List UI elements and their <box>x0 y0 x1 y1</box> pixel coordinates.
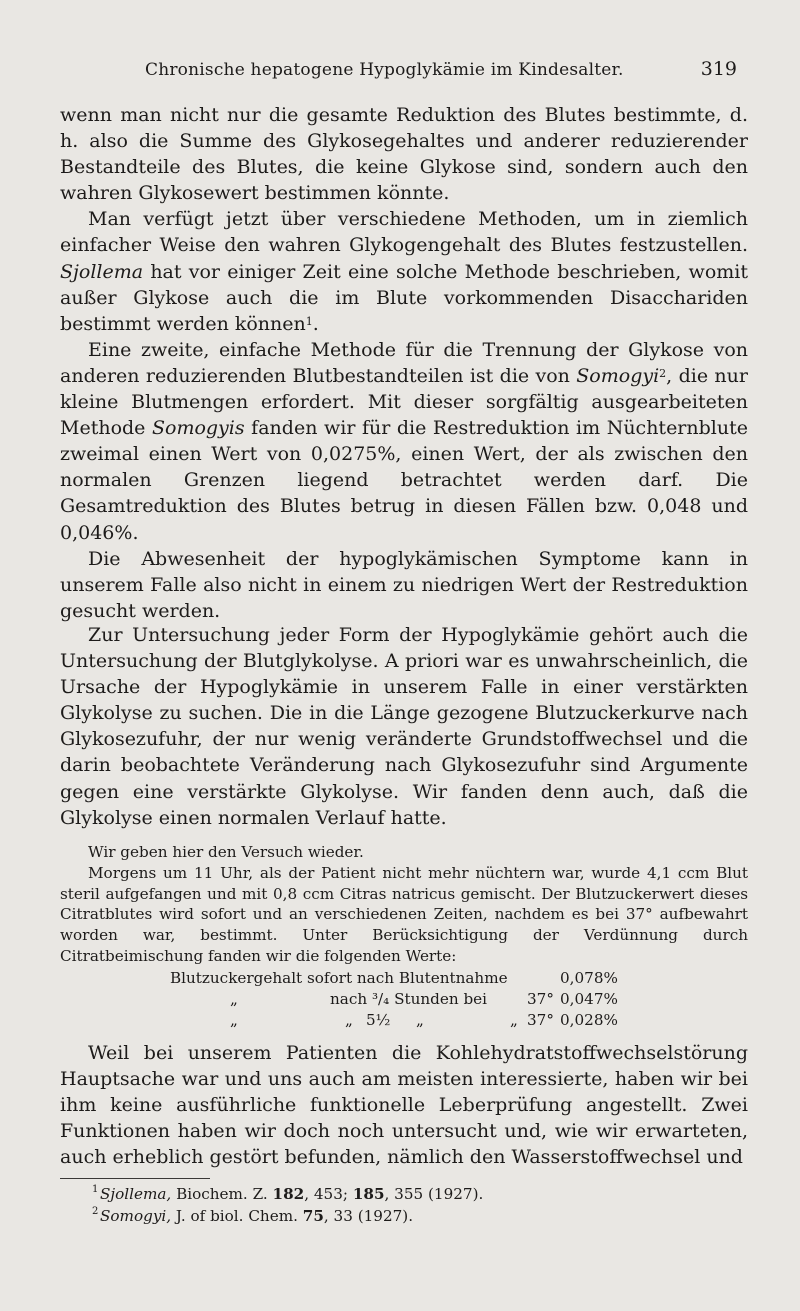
paragraph-text: Eine zweite, einfache Methode für die Trennung der Glykose von anderen reduzierenden Blutbestandteilen ist die von <box>60 338 748 387</box>
section-restreduktion <box>60 102 748 624</box>
section-leberpruefung <box>60 1040 748 1170</box>
running-header <box>145 58 745 88</box>
footnote-1 <box>92 1183 740 1205</box>
paragraph-text: , die nur kleine Blutmengen erfordert. Mit dieser sorgfältig ausgearbeiteten Methode <box>60 364 748 440</box>
paragraph: Weil bei unserem Patienten die Kohlehydratstoffwechselstörung Hauptsache war und uns auch am meisten interessierte, haben wir bei ihm keine ausführliche funktionelle Leberprüfung angestellt. Zwei Funktionen haben wir doch noch untersucht und, wie wir erwarteten, auch erheblich gestört befunden, nämlich den Wasserstoffwechsel und <box>60 1042 748 1169</box>
footnotes <box>92 1183 740 1227</box>
ditto-mark: „ <box>345 1011 353 1029</box>
footnote-author: Somogyi, <box>100 1207 172 1225</box>
ditto-mark: „ <box>510 1011 518 1029</box>
footnote-text: , 453; <box>304 1185 353 1203</box>
author-name: Somogyis <box>151 417 245 440</box>
footnote-volume: 185 <box>352 1185 385 1203</box>
footnote-journal: J. of biol. Chem. <box>171 1207 303 1225</box>
paragraph: Die Abwesenheit der hypoglykämischen Symptome kann in unserem Falle also nicht in einem zu niedrigen Wert der Restreduktion gesucht werden. <box>60 547 748 622</box>
page-number: 319 <box>700 58 737 80</box>
result-row <box>170 1010 630 1031</box>
footnote-journal: Biochem. Z. <box>171 1185 273 1203</box>
paragraph: Wir geben hier den Versuch wieder. <box>88 843 364 861</box>
footnote-text: , 33 (1927). <box>323 1207 414 1225</box>
running-title: Chronische hepatogene Hypoglykämie im Kindesalter. <box>145 60 624 80</box>
section-glykolyse <box>60 622 748 831</box>
result-value: 0,047% <box>560 990 618 1008</box>
author-name: Sjollema <box>60 260 144 283</box>
paragraph-text: . <box>312 312 319 335</box>
result-value: 0,078% <box>560 969 618 987</box>
results-list <box>170 968 630 1031</box>
result-time: 5½ <box>366 1011 391 1029</box>
paragraph <box>60 337 748 546</box>
author-name: Somogyi <box>576 364 660 387</box>
ditto-mark: „ <box>230 990 238 1008</box>
footnote-divider <box>60 1178 210 1179</box>
paragraph: wenn man nicht nur die gesamte Reduktion des Blutes bestimmte, d. h. also die Summe des Glykosegehaltes und anderer reduzierender Bestandteile des Blutes, die keine Glykose sind, sondern auch den wahren Glykosewert bestimmen könnte. <box>60 104 748 205</box>
result-row <box>170 989 630 1010</box>
result-row <box>170 968 630 989</box>
footnote-volume: 182 <box>272 1185 305 1203</box>
footnote-ref[interactable]: 1 <box>305 314 313 328</box>
result-temp: 37° <box>527 990 554 1008</box>
result-value: 0,028% <box>560 1011 618 1029</box>
result-temp: 37° <box>527 1011 554 1029</box>
result-label: Blutzuckergehalt sofort nach Blutentnahme <box>170 969 508 987</box>
paragraph <box>60 206 748 336</box>
footnote-2 <box>92 1205 740 1227</box>
footnote-ref[interactable]: 2 <box>659 366 667 380</box>
paragraph-text: Man verfügt jetzt über verschiedene Methoden, um in ziemlich einfacher Weise den wahren Glykogengehalt des Blutes festzustellen. <box>60 208 748 257</box>
paragraph: Morgens um 11 Uhr, als der Patient nicht mehr nüchtern war, wurde 4,1 ccm Blut steril aufgefangen und mit 0,8 ccm Citras natricus gemischt. Der Blutzuckerwert dieses Citratblutes wird sofort und an verschiedenen Zeiten, nachdem es bei 37° aufbewahrt worden war, bestimmt. Unter Berücksichtigung der Verdünnung durch Citratbeimischung fanden wir die folgenden Werte: <box>60 863 748 965</box>
paragraph: Zur Untersuchung jeder Form der Hypoglykämie gehört auch die Untersuchung der Blutglykolyse. A priori war es unwahrscheinlich, die Ursache der Hypoglykämie in unserem Falle in einer verstärkten Glykolyse zu suchen. Die in die Länge gezogene Blutzuckerkurve nach Glykosezufuhr, der nur wenig veränderte Grundstoffwechsel und die darin beobachtete Veränderung nach Glykosezufuhr sind Argumente gegen eine verstärkte Glykolyse. Wir fanden denn auch, daß die Glykolyse einen normalen Verlauf hatte. <box>60 624 748 829</box>
footnote-mark: 1 <box>92 1184 99 1195</box>
footnote-volume: 75 <box>302 1207 324 1225</box>
experiment-description <box>60 842 748 967</box>
paragraph-text: fanden wir für die Restreduktion im Nüchternblute zweimal einen Wert von 0,0275%, einen Wert, der als zwischen den normalen Grenzen liegend betrachtet werden darf. Die Gesamtreduktion des Blutes betrug in diesen Fällen bzw. 0,048 und 0,046%. <box>60 417 748 544</box>
footnote-author: Sjollema, <box>100 1185 172 1203</box>
ditto-mark: „ <box>230 1011 238 1029</box>
result-label: nach ³/₄ Stunden bei <box>330 990 488 1008</box>
ditto-mark: „ <box>416 1011 424 1029</box>
footnote-text: , 355 (1927). <box>384 1185 484 1203</box>
paragraph-text: hat vor einiger Zeit eine solche Methode beschrieben, womit außer Glykose auch die im Blute vorkommenden Disacchariden bestimmt werden können <box>60 260 748 335</box>
footnote-mark: 2 <box>92 1206 99 1217</box>
